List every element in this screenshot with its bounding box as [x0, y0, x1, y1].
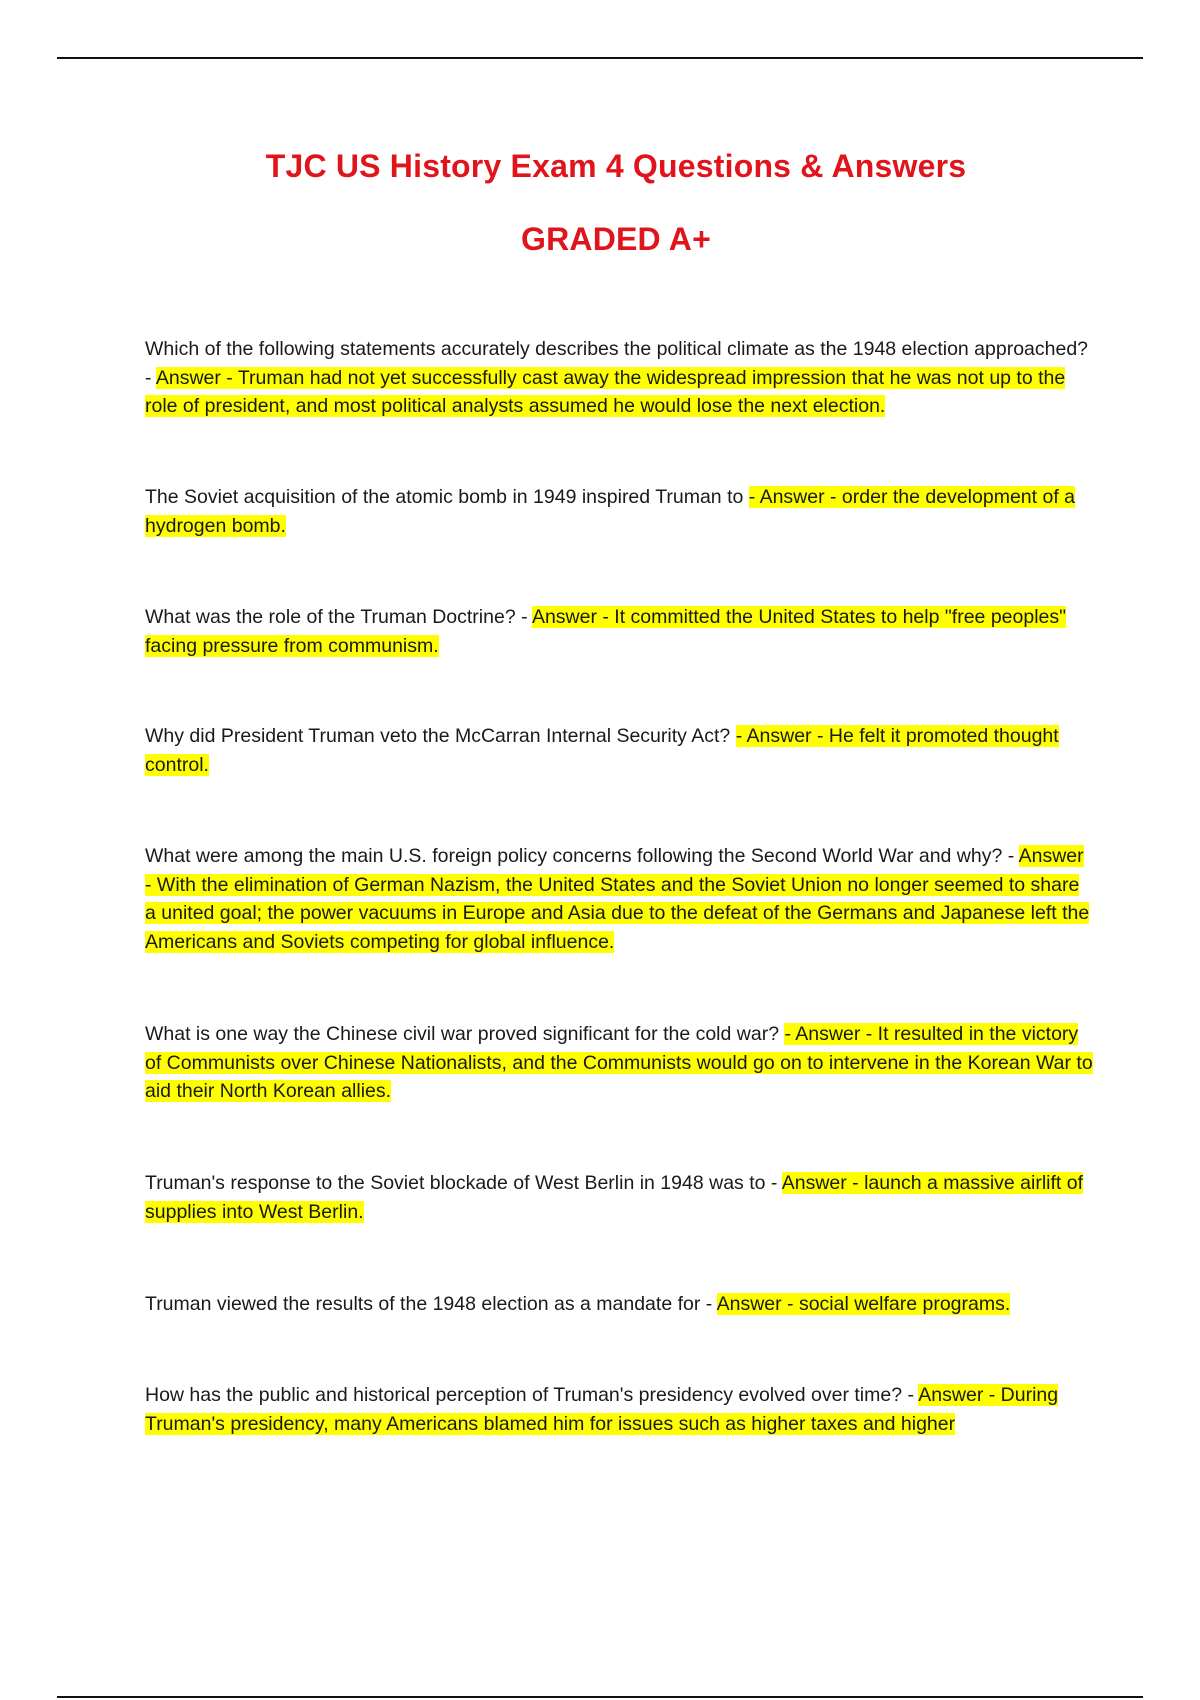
qa-item [145, 1381, 1095, 1438]
qa-item [145, 842, 1095, 956]
answer-highlight: Answer - With the elimination of German Nazism, the United States and the Soviet Union no longer seemed to share a united goal; the power vacuums in Europe and Asia due to the defeat of the Germans and Japanese left the Americans and Soviets competing for global influence. [145, 845, 1090, 953]
question-text: The Soviet acquisition of the atomic bomb in 1949 inspired Truman to [145, 486, 749, 508]
qa-item [145, 483, 1095, 540]
qa-item [145, 722, 1095, 779]
answer-highlight: Answer - launch a massive airlift of supplies into West Berlin. [145, 1172, 1084, 1223]
qa-item [145, 603, 1095, 660]
question-text: Truman's response to the Soviet blockade of West Berlin in 1948 was to - [145, 1172, 782, 1194]
document-title: TJC US History Exam 4 Questions & Answers [265, 148, 967, 184]
document-subtitle-grade: GRADED A+ [521, 221, 711, 257]
answer-highlight: Answer - Truman had not yet successfully cast away the widespread impression that he was not up to the role of president, and most political analysts assumed he would lose the next election. [145, 366, 1066, 417]
answer-highlight: Answer - During Truman's presidency, many Americans blamed him for issues such as higher taxes and higher [145, 1384, 1059, 1435]
question-text: How has the public and historical perception of Truman's presidency evolved over time? - [145, 1384, 919, 1406]
answer-highlight: - Answer - order the development of a hydrogen bomb. [145, 486, 1076, 537]
answer-highlight: - Answer - It resulted in the victory of Communists over Chinese Nationalists, and the Communists would go on to intervene in the Korean War to aid their North Korean allies. [145, 1023, 1093, 1102]
qa-item [145, 1290, 1095, 1319]
question-text: Why did President Truman veto the McCarran Internal Security Act? [145, 725, 736, 747]
qa-item [145, 1020, 1095, 1106]
question-text: Truman viewed the results of the 1948 election as a mandate for - [145, 1293, 717, 1315]
question-text: Which of the following statements accurately describes the political climate as the 1948 election approached? - [145, 338, 1089, 389]
question-text: What were among the main U.S. foreign policy concerns following the Second World War and why? - [145, 845, 1019, 867]
answer-highlight: - Answer - He felt it promoted thought control. [145, 725, 1059, 776]
question-text: What was the role of the Truman Doctrine? - [145, 606, 532, 628]
question-text: What is one way the Chinese civil war proved significant for the cold war? [145, 1023, 785, 1045]
qa-item [145, 1169, 1095, 1226]
top-rule [57, 57, 1143, 59]
answer-highlight: Answer - social welfare programs. [716, 1293, 1011, 1315]
qa-item [145, 335, 1095, 421]
answer-highlight: Answer - It committed the United States to help "free peoples" facing pressure from communism. [145, 606, 1067, 657]
bottom-rule [57, 1696, 1143, 1698]
